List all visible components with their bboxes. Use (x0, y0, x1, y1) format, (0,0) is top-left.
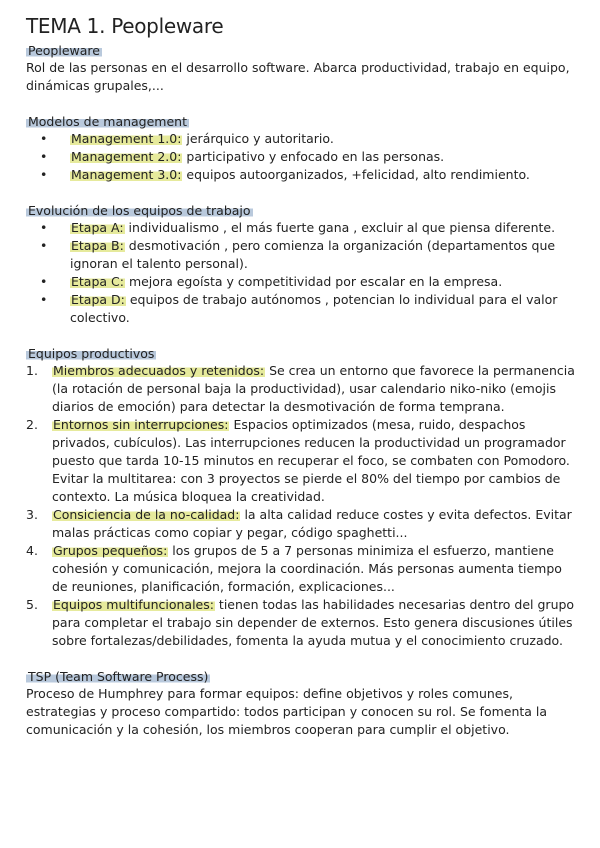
item-text: Espacios optimizados (mesa, ruido, despachos privados, cubículos). Las interrupciones reducen la productividad un programador puesto que tarda 10-15 minutos en recuperar el foco, se combaten con Pomodoro. Evitar la multitarea: con 3 proyectos se pierde el 80% del tiempo por cambios de contexto. La música bloquea la creatividad. (52, 417, 570, 504)
item-label: Grupos pequeños: (53, 543, 168, 558)
item-label: Etapa D: (71, 292, 125, 307)
item-text: Se crea un entorno que favorece la permanencia (la rotación de personal baja la productividad), usar calendario niko-niko (emojis diarios de emoción) para detectar la desmotivación de forma temprana. (52, 363, 575, 414)
section-evolution (26, 200, 578, 327)
bullet-icon: • (40, 238, 48, 253)
item-text: equipos de trabajo autónomos , potencian lo individual para el valor colectivo. (70, 292, 558, 325)
models-list (26, 130, 578, 184)
section-productive (26, 343, 578, 650)
item-number: 5. (26, 597, 38, 612)
list-item (26, 130, 578, 148)
bullet-icon: • (40, 274, 48, 289)
item-number: 1. (26, 363, 38, 378)
item-label: Etapa B: (71, 238, 124, 253)
list-item (26, 362, 578, 416)
section-peopleware (26, 40, 578, 95)
item-text: tienen todas las habilidades necesarias dentro del grupo para completar el trabajo sin depender de externos. Esto genera discusiones útiles sobre fortalezas/debilidades, fomenta la ayuda mutua y el conocimiento cruzado. (52, 597, 575, 648)
item-label: Entornos sin interrupciones: (53, 417, 229, 432)
section-heading: Equipos productivos (28, 346, 155, 361)
list-item (26, 596, 578, 650)
item-text: participativo y enfocado en las personas. (182, 149, 445, 164)
item-text: jerárquico y autoritario. (182, 131, 334, 146)
item-text: la alta calidad reduce costes y evita defectos. Evitar malas prácticas como copiar y pegar, código spaghetti... (52, 507, 572, 540)
item-text: desmotivación , pero comienza la organización (departamentos que ignoran el talento personal). (70, 238, 556, 271)
list-item (26, 291, 578, 327)
item-label: Miembros adecuados y retenidos: (53, 363, 265, 378)
item-label: Management 2.0: (71, 149, 182, 164)
list-item (26, 166, 578, 184)
bullet-icon: • (40, 167, 48, 182)
item-label: Equipos multifuncionales: (53, 597, 214, 612)
list-item (26, 506, 578, 542)
list-item (26, 148, 578, 166)
item-text: individualismo , el más fuerte gana , excluir al que piensa diferente. (124, 220, 556, 235)
item-label: Etapa C: (71, 274, 124, 289)
productive-list (26, 362, 578, 650)
evolution-list (26, 219, 578, 327)
item-number: 4. (26, 543, 38, 558)
item-text: los grupos de 5 a 7 personas minimiza el esfuerzo, mantiene cohesión y comunicación, mejora la coordinación. Más personas aumenta tiempo de reuniones, planificación, formación, explicaciones... (52, 543, 562, 594)
list-item (26, 219, 578, 237)
bullet-icon: • (40, 220, 48, 235)
page-title: TEMA 1. Peopleware (26, 14, 224, 38)
list-item (26, 237, 578, 273)
item-label: Management 1.0: (71, 131, 182, 146)
list-item (26, 416, 578, 506)
bullet-icon: • (40, 149, 48, 164)
section-text: Rol de las personas en el desarrollo software. Abarca productividad, trabajo en equipo, dinámicas grupales,... (26, 60, 570, 93)
section-heading: TSP (Team Software Process) (28, 669, 209, 684)
list-item (26, 542, 578, 596)
section-heading: Peopleware (28, 43, 100, 58)
bullet-icon: • (40, 131, 48, 146)
item-label: Management 3.0: (71, 167, 182, 182)
bullet-icon: • (40, 292, 48, 307)
item-number: 2. (26, 417, 38, 432)
item-number: 3. (26, 507, 38, 522)
section-tsp (26, 666, 578, 739)
section-heading: Modelos de management (28, 114, 187, 129)
section-heading: Evolución de los equipos de trabajo (28, 203, 251, 218)
item-label: Etapa A: (71, 220, 124, 235)
item-text: mejora egoísta y competitividad por escalar en la empresa. (124, 274, 503, 289)
item-text: equipos autoorganizados, +felicidad, alto rendimiento. (182, 167, 530, 182)
list-item (26, 273, 578, 291)
item-label: Consiciencia de la no-calidad: (53, 507, 240, 522)
section-models (26, 111, 578, 184)
section-text: Proceso de Humphrey para formar equipos: define objetivos y roles comunes, estrategias y proceso compartido: todos participan y conocen su rol. Se fomenta la comunicación y la cohesión, los miembros cooperan para cumplir el objetivo. (26, 686, 548, 737)
